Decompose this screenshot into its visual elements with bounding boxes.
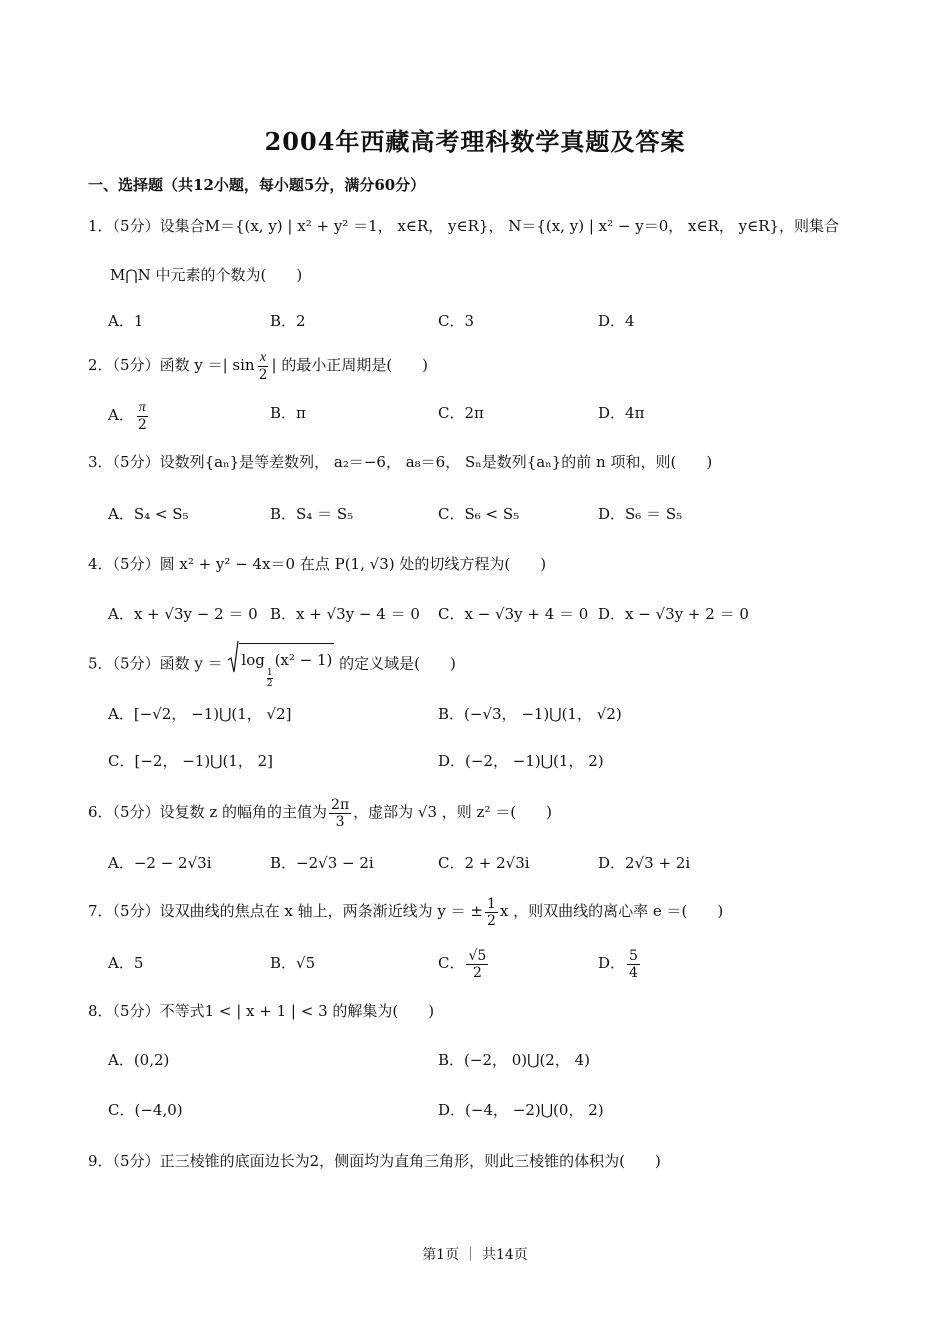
- question-2-option-d: D．4π: [598, 404, 645, 422]
- question-1-option-b: B．2: [270, 312, 306, 330]
- question-5-option-b: B．(−√3， −1)⋃(1， √2): [438, 705, 622, 723]
- question-1-option-a: A．1: [108, 312, 144, 330]
- question-8-option-b: B．(−2， 0)⋃(2， 4): [438, 1051, 591, 1069]
- question-7-fraction-num: 1: [486, 895, 496, 912]
- question-6-fraction-den: 3: [335, 813, 345, 830]
- question-4-stem: 4．（5分）圆 x² + y² − 4x＝0 在点 P(1, √3) 处的切线方程为( ): [88, 555, 547, 573]
- question-8-option-a: A．(0,2): [108, 1051, 170, 1069]
- question-8-option-c: C．(−4,0): [108, 1101, 183, 1119]
- question-2-option-a: [108, 396, 151, 434]
- question-4-option-b: B．x + √3y − 4 ＝ 0: [270, 605, 420, 623]
- question-7-option-c-num: √5: [468, 947, 487, 964]
- question-5-option-d: D．(−2， −1)⋃(1， 2): [438, 752, 604, 770]
- question-3-option-d: D．S₆ ＝ S₅: [598, 505, 683, 523]
- question-7-option-a: A．5: [108, 954, 144, 972]
- question-6-option-b: B．−2√3 − 2i: [270, 854, 374, 872]
- question-5-stem: [88, 640, 456, 689]
- question-7-stem: [88, 892, 723, 930]
- question-4-option-a: A．x + √3y − 2 ＝ 0: [108, 605, 258, 623]
- log-base-fraction: [267, 668, 273, 689]
- question-4-option-c: C．x − √3y + 4 ＝ 0: [438, 605, 589, 623]
- question-2-stem: [88, 346, 428, 384]
- sqrt-expression: [227, 640, 334, 689]
- question-2-option-a-den: 2: [137, 416, 147, 433]
- question-7-option-d-num: 5: [629, 947, 638, 964]
- sqrt-radicand: [239, 643, 334, 689]
- question-2-stem-text: 2．（5分）函数 y ＝| sin: [88, 356, 255, 374]
- question-1-stem: 1．（5分）设集合M＝{(x, y) | x² + y² ＝1， x∈R， y∈R}， N＝{(x, y) | x² − y＝0， x∈R， y∈R}，则集合: [88, 217, 840, 235]
- log-function: log: [241, 651, 265, 669]
- question-7-fraction-den: 2: [486, 912, 496, 929]
- question-2-option-a-label: A．: [108, 406, 134, 424]
- question-2-stem-tail: | 的最小正周期是( ): [271, 356, 429, 374]
- question-2-option-b: B．π: [270, 404, 306, 422]
- question-7-option-c-label: C．: [438, 954, 465, 972]
- question-7-option-b: B．√5: [270, 954, 316, 972]
- question-2-option-a-fraction: [136, 400, 149, 433]
- log-base-num: 1: [266, 668, 273, 678]
- question-7-option-d: [598, 944, 642, 982]
- question-2-option-c: C．2π: [438, 404, 484, 422]
- question-3-stem: 3．（5分）设数列{aₙ}是等差数列， a₂＝−6， a₈＝6， Sₙ是数列{aₙ}的前 n 项和，则( ): [88, 453, 713, 471]
- question-7-option-d-label: D．: [598, 954, 626, 972]
- question-7-fraction: [485, 896, 498, 929]
- question-7-option-d-den: 4: [629, 964, 638, 981]
- question-6-option-c: C．2 + 2√3i: [438, 854, 530, 872]
- question-6-stem-tail: ，虚部为 √3 ，则 z² ＝( ): [353, 803, 552, 821]
- page-title: 2004年西藏高考理科数学真题及答案: [264, 127, 686, 156]
- question-6-stem: [88, 793, 552, 831]
- question-7-stem-text: 7．（5分）设双曲线的焦点在 x 轴上，两条渐近线为 y ＝ ±: [88, 902, 483, 920]
- question-7-option-c: [438, 944, 490, 982]
- question-5-option-a: A．[−√2， −1)⋃(1， √2]: [108, 705, 292, 723]
- section-heading: 一、选择题（共12小题，每小题5分，满分60分）: [88, 176, 426, 194]
- question-9-stem: 9．（5分）正三棱锥的底面边长为2，侧面均为直角三角形，则此三棱锥的体积为( ): [88, 1152, 661, 1170]
- log-argument: (x² − 1): [274, 651, 333, 669]
- question-3-option-a: A．S₄ < S₅: [108, 505, 189, 523]
- question-3-option-b: B．S₄ ＝ S₅: [270, 505, 354, 523]
- question-5-option-c: C．[−2， −1)⋃(1， 2]: [108, 752, 274, 770]
- question-6-fraction: [329, 797, 351, 830]
- question-1-option-c: C．3: [438, 312, 475, 330]
- question-8-option-d: D．(−4， −2)⋃(0， 2): [438, 1101, 604, 1119]
- page-footer: 第1页 ｜ 共14页: [422, 1247, 528, 1263]
- question-7-option-c-fraction: [466, 948, 488, 981]
- question-3-option-c: C．S₆ < S₅: [438, 505, 520, 523]
- question-8-stem: 8．（5分）不等式1 < | x + 1 | < 3 的解集为( ): [88, 1002, 435, 1020]
- question-7-stem-tail: x ，则双曲线的离心率 e ＝( ): [499, 902, 724, 920]
- question-2-fraction: [257, 350, 270, 383]
- question-6-option-a: A．−2 − 2√3i: [108, 854, 212, 872]
- question-1-stem-cont: M⋂N 中元素的个数为( ): [110, 266, 303, 284]
- question-6-stem-text: 6．（5分）设复数 z 的幅角的主值为: [88, 803, 328, 821]
- question-1-option-d: D．4: [598, 312, 635, 330]
- question-2-option-a-num: π: [138, 399, 146, 415]
- question-6-fraction-num: 2π: [331, 796, 350, 813]
- question-2-fraction-num: x: [259, 349, 267, 365]
- question-5-stem-text: 5．（5分）函数 y ＝: [88, 654, 223, 673]
- question-2-fraction-den: 2: [258, 366, 268, 383]
- question-7-option-c-den: 2: [472, 964, 482, 981]
- question-5-stem-tail: 的定义域是( ): [339, 654, 456, 673]
- log-base-den: 2: [266, 679, 273, 689]
- question-7-option-d-fraction: [627, 948, 640, 981]
- question-4-option-d: D．x − √3y + 2 ＝ 0: [598, 605, 749, 623]
- radical-sign-icon: [227, 640, 239, 674]
- question-6-option-d: D．2√3 + 2i: [598, 854, 691, 872]
